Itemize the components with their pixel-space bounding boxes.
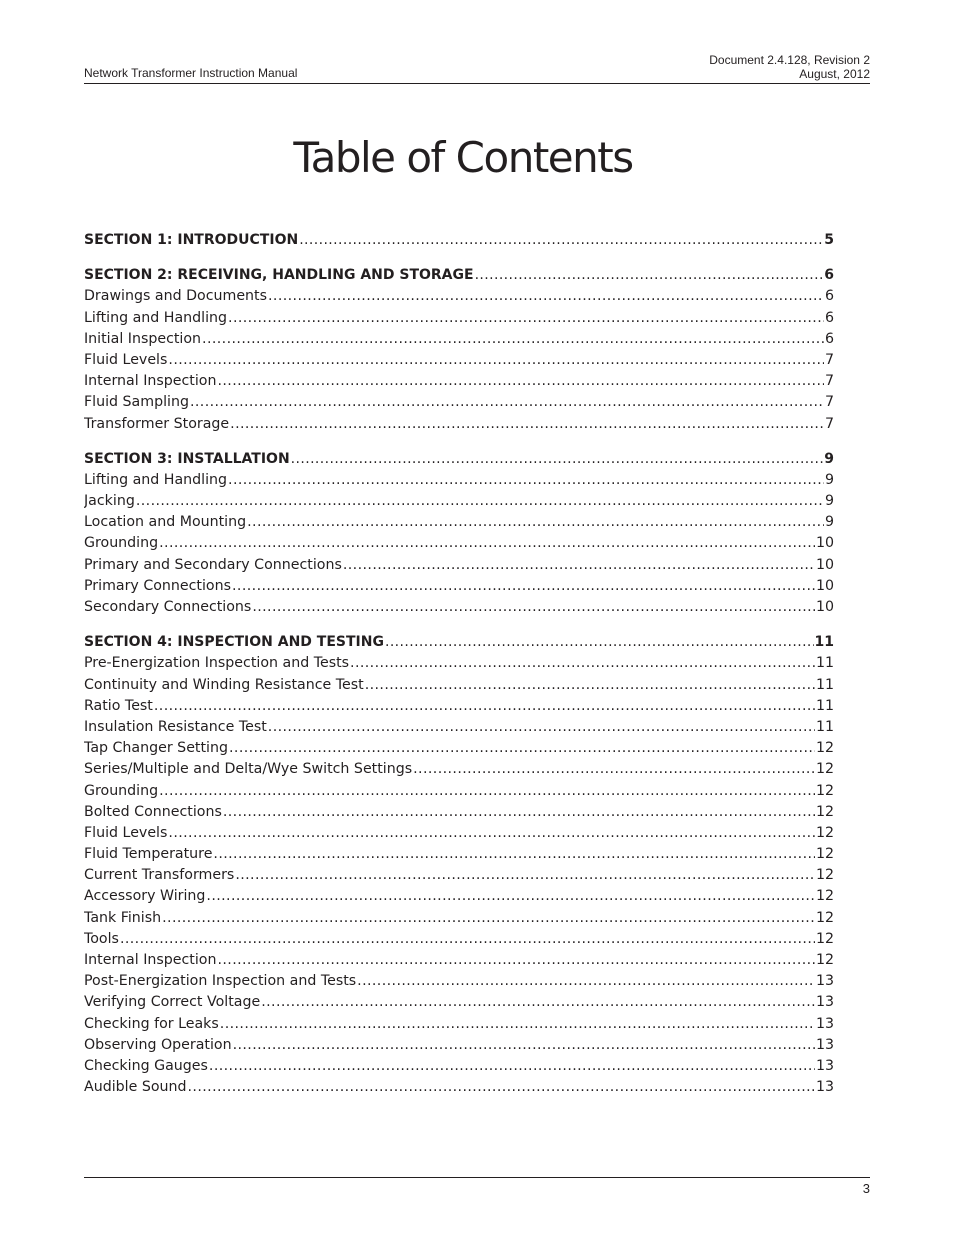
page-number: 3	[862, 1181, 870, 1196]
toc-entry-page: 7	[824, 373, 834, 390]
toc-section-heading[interactable]	[84, 265, 834, 286]
toc-section-heading[interactable]	[84, 632, 834, 653]
toc-entry-label: Insulation Resistance Test	[84, 718, 267, 735]
dot-leader	[365, 675, 815, 696]
toc-entry[interactable]	[84, 597, 834, 618]
page-footer	[84, 1177, 870, 1196]
toc-entry-page: 9	[824, 471, 834, 488]
document-info	[709, 53, 870, 81]
toc-entry[interactable]	[84, 802, 834, 823]
dot-leader	[228, 470, 824, 491]
toc-entry-page: 13	[815, 973, 834, 990]
toc-entry-label: Observing Operation	[84, 1036, 232, 1053]
toc-entry-label: Audible Sound	[84, 1079, 187, 1096]
dot-leader	[268, 286, 824, 307]
toc-entry-label: Post-Energization Inspection and Tests	[84, 973, 357, 990]
dot-leader	[190, 392, 824, 413]
toc-entry-label: Pre-Energization Inspection and Tests	[84, 655, 350, 672]
dot-leader	[385, 632, 814, 653]
toc-entry[interactable]	[84, 286, 834, 307]
toc-entry[interactable]	[84, 929, 834, 950]
toc-entry-label: Lifting and Handling	[84, 309, 228, 326]
dot-leader	[252, 597, 815, 618]
toc-entry-page: 12	[815, 867, 834, 884]
toc-entry[interactable]	[84, 738, 834, 759]
dot-leader	[299, 230, 823, 251]
toc-entry-label: Primary and Secondary Connections	[84, 556, 342, 573]
toc-entry-page: 11	[814, 634, 834, 651]
toc-entry[interactable]	[84, 329, 834, 350]
toc-entry-label: Transformer Storage	[84, 415, 230, 432]
toc-entry-label: SECTION 2: RECEIVING, HANDLING AND STORAGE	[84, 267, 474, 284]
toc-entry-label: Tap Changer Setting	[84, 740, 228, 757]
toc-entry-page: 12	[815, 824, 834, 841]
dot-leader	[223, 802, 815, 823]
dot-leader	[229, 738, 815, 759]
dot-leader	[343, 555, 815, 576]
document-date: August, 2012	[799, 67, 870, 81]
toc-entry-label: Series/Multiple and Delta/Wye Switch Settings	[84, 761, 413, 778]
toc-entry-page: 9	[824, 514, 834, 531]
toc-entry-label: Lifting and Handling	[84, 471, 228, 488]
toc-entry-page: 10	[815, 599, 834, 615]
toc-entry[interactable]	[84, 992, 834, 1013]
toc-entry-page: 6	[824, 309, 834, 326]
dot-leader	[154, 696, 815, 717]
toc-entry[interactable]	[84, 653, 834, 674]
dot-leader	[168, 823, 815, 844]
manual-title: Network Transformer Instruction Manual	[84, 66, 298, 80]
toc-entry-label: Secondary Connections	[84, 599, 252, 615]
toc-entry[interactable]	[84, 886, 834, 907]
toc-entry-label: Continuity and Winding Resistance Test	[84, 676, 364, 693]
toc-entry[interactable]	[84, 971, 834, 992]
dot-leader	[228, 308, 824, 329]
dot-leader	[413, 759, 815, 780]
toc-entry-label: Fluid Levels	[84, 351, 168, 368]
toc-entry[interactable]	[84, 1014, 834, 1035]
dot-leader	[162, 908, 815, 929]
toc-entry[interactable]	[84, 1056, 834, 1077]
dot-leader	[206, 886, 815, 907]
toc-section-group	[84, 230, 834, 251]
toc-entry-page: 11	[815, 697, 834, 714]
toc-entry-page: 5	[824, 232, 834, 248]
toc-entry-page: 7	[824, 415, 834, 432]
toc-entry-page: 9	[824, 493, 834, 510]
dot-leader	[291, 449, 824, 470]
dot-leader	[159, 781, 815, 802]
toc-entry-page: 11	[815, 655, 834, 672]
toc-entry[interactable]	[84, 555, 834, 576]
toc-entry-label: SECTION 1: INTRODUCTION	[84, 232, 299, 248]
toc-entry[interactable]	[84, 781, 834, 802]
toc-entry-label: Grounding	[84, 782, 159, 799]
toc-entry[interactable]	[84, 823, 834, 844]
toc-entry-label: Current Transformers	[84, 867, 235, 884]
toc-entry-page: 10	[815, 577, 834, 594]
page-header	[84, 52, 870, 84]
toc-entry-page: 10	[815, 556, 834, 573]
toc-entry-label: Tank Finish	[84, 909, 162, 926]
dot-leader	[188, 1077, 815, 1098]
toc-entry-page: 13	[815, 1079, 834, 1096]
dot-leader	[268, 717, 815, 738]
toc-entry[interactable]	[84, 350, 834, 371]
toc-section-heading[interactable]	[84, 230, 834, 251]
toc-section-group	[84, 265, 834, 435]
toc-section-group	[84, 449, 834, 619]
toc-entry-label: Accessory Wiring	[84, 888, 206, 905]
toc-entry[interactable]	[84, 908, 834, 929]
toc-entry-page: 13	[815, 1036, 834, 1053]
toc-entry[interactable]	[84, 371, 834, 392]
toc-entry[interactable]	[84, 696, 834, 717]
toc-entry-page: 13	[815, 1015, 834, 1032]
toc-entry-label: Fluid Levels	[84, 824, 168, 841]
toc-entry-label: Checking for Leaks	[84, 1015, 219, 1032]
toc-entry-label: SECTION 4: INSPECTION AND TESTING	[84, 634, 384, 651]
dot-leader	[217, 371, 824, 392]
dot-leader	[120, 929, 815, 950]
toc-entry[interactable]	[84, 1035, 834, 1056]
dot-leader	[209, 1056, 815, 1077]
dot-leader	[202, 329, 824, 350]
toc-entry-page: 12	[815, 930, 834, 947]
toc-entry-label: Initial Inspection	[84, 330, 202, 347]
dot-leader	[247, 512, 824, 533]
dot-leader	[350, 653, 815, 674]
toc-entry[interactable]	[84, 308, 834, 329]
dot-leader	[159, 533, 815, 554]
toc-entry[interactable]	[84, 512, 834, 533]
toc-entry-label: Location and Mounting	[84, 514, 247, 531]
toc-entry[interactable]	[84, 576, 834, 597]
toc-entry-label: Fluid Sampling	[84, 394, 189, 411]
toc-entry-label: Fluid Temperature	[84, 846, 213, 863]
toc-entry-label: Verifying Correct Voltage	[84, 994, 261, 1011]
toc-entry-page: 12	[815, 888, 834, 905]
toc-entry-page: 6	[824, 267, 834, 284]
toc-section-group	[84, 632, 834, 1098]
toc-entry-page: 12	[815, 782, 834, 799]
toc-entry-page: 12	[815, 761, 834, 778]
dot-leader	[232, 576, 815, 597]
dot-leader	[220, 1014, 815, 1035]
toc-section-heading[interactable]	[84, 449, 834, 470]
toc-entry[interactable]	[84, 675, 834, 696]
toc-entry[interactable]	[84, 1077, 834, 1098]
toc-entry[interactable]	[84, 717, 834, 738]
toc-entry-label: Bolted Connections	[84, 803, 222, 820]
toc-entry-page: 10	[815, 535, 834, 552]
toc-entry-page: 9	[824, 450, 834, 467]
toc-entry-page: 12	[815, 846, 834, 863]
toc-entry-page: 6	[824, 330, 834, 347]
toc-entry[interactable]	[84, 865, 834, 886]
toc-entry-page: 13	[815, 1057, 834, 1074]
toc-entry-label: Grounding	[84, 535, 159, 552]
toc-entry-label: Internal Inspection	[84, 373, 217, 390]
toc-entry-page: 11	[815, 718, 834, 735]
dot-leader	[261, 992, 815, 1013]
dot-leader	[136, 491, 824, 512]
dot-leader	[168, 350, 824, 371]
toc-entry-page: 13	[815, 994, 834, 1011]
toc-entry[interactable]	[84, 759, 834, 780]
page-title: Table of Contents	[293, 133, 633, 182]
toc-entry-page: 12	[815, 952, 834, 968]
toc-entry-label: Drawings and Documents	[84, 288, 267, 305]
dot-leader	[235, 865, 815, 886]
toc-entry-label: Internal Inspection	[84, 952, 217, 968]
toc-entry-page: 7	[824, 351, 834, 368]
toc-entry-page: 6	[824, 288, 834, 305]
dot-leader	[213, 844, 815, 865]
dot-leader	[217, 950, 814, 971]
toc-entry-label: Jacking	[84, 493, 135, 510]
toc-entry[interactable]	[84, 844, 834, 865]
dot-leader	[475, 265, 824, 286]
toc-entry[interactable]	[84, 470, 834, 491]
toc-entry-page: 7	[824, 394, 834, 411]
dot-leader	[230, 414, 824, 435]
toc-entry-label: Checking Gauges	[84, 1057, 208, 1074]
toc-entry-label: Ratio Test	[84, 697, 153, 714]
toc-entry-page: 12	[815, 909, 834, 926]
toc-entry-page: 12	[815, 740, 834, 757]
toc-entry-label: SECTION 3: INSTALLATION	[84, 450, 290, 467]
toc-entry[interactable]	[84, 414, 834, 435]
toc-entry-label: Tools	[84, 930, 119, 947]
toc-entry[interactable]	[84, 392, 834, 413]
document-id: Document 2.4.128, Revision 2	[709, 53, 870, 67]
toc-entry[interactable]	[84, 533, 834, 554]
dot-leader	[233, 1035, 815, 1056]
toc-entry-page: 12	[815, 803, 834, 820]
toc-entry[interactable]	[84, 950, 834, 971]
toc-entry-label: Primary Connections	[84, 577, 232, 594]
toc-entry[interactable]	[84, 491, 834, 512]
toc-entry-page: 11	[815, 676, 834, 693]
dot-leader	[357, 971, 815, 992]
table-of-contents	[84, 230, 834, 1112]
